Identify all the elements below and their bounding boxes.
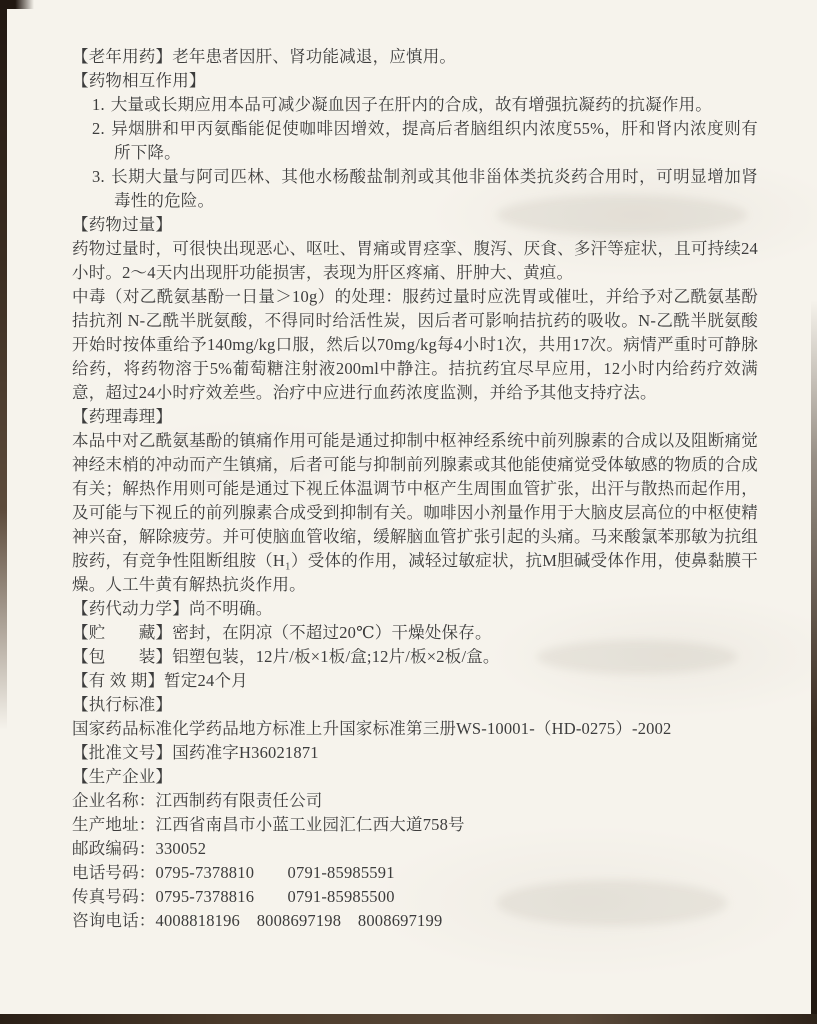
section-pharmacokinetics (72, 597, 758, 621)
item-text: 异烟肼和甲丙氨酯能促使咖啡因增效，提高后者脑组织内浓度55%，肝和肾内浓度则有所下降。 (110, 119, 758, 162)
scan-edge-top-left (0, 0, 34, 9)
section-label-pharmacology-toxicology: 【药理毒理】 (72, 407, 173, 426)
manufacturer-company-name: 企业名称：江西制药有限责任公司 (72, 791, 323, 810)
overdose-paragraph-1: 药物过量时，可很快出现恶心、呕吐、胃痛或胃痉挛、腹泻、厌食、多汗等症状，且可持续24小时。2～4天内出现肝功能损害，表现为肝区疼痛、肝肿大、黄疸。 (72, 239, 758, 282)
item-text: 长期大量与阿司匹林、其他水杨酸盐制剂或其他非甾体类抗炎药合用时，可明显增加肾毒性的危险。 (110, 167, 758, 210)
ink-bleed-artifact (497, 880, 727, 926)
section-label-overdose: 【药物过量】 (72, 215, 173, 234)
section-text-elderly-use: 老年患者因肝、肾功能减退，应慎用。 (172, 47, 457, 66)
section-label-packaging: 【包 装】 (72, 647, 173, 666)
manufacturer-phone: 电话号码：0795-7378810 0791-85985591 (72, 863, 395, 882)
item-text: 大量或长期应用本品可减少凝血因子在肝内的合成，故有增强抗凝药的抗凝作用。 (110, 95, 712, 114)
section-approval-number (72, 741, 758, 765)
manufacturer-fax: 传真号码：0795-7378816 0791-85985500 (72, 887, 395, 906)
executive-standard-text: 国家药品标准化学药品地方标准上升国家标准第三册WS-10001-（HD-0275）-2002 (72, 719, 672, 738)
section-label-pharmacokinetics: 【药代动力学】 (72, 599, 189, 618)
pharmacology-paragraph: 本品中对乙酰氨基酚的镇痛作用可能是通过抑制中枢神经系统中前列腺素的合成以及阻断痛觉神经末梢的冲动而产生镇痛，后者可能与抑制前列腺素或其他能使痛觉受体敏感的物质的合成有关；解热作用则可能是通过下视丘体温调节中枢产生周围血管扩张，出汗与散热而起作用，及可能与下视丘的前列腺素合成受到抑制有关。咖啡因小剂量作用于大脑皮层高位的中枢使精神兴奋，解除疲劳。并可使脑血管收缩，缓解脑血管扩张引起的头痛。马来酸氯苯那敏为抗组胺药，有竞争性阻断组胺（H₁）受体的作用，减轻过敏症状，抗M胆碱受体作用，使鼻黏膜干燥。人工牛黄有解热抗炎作用。 (72, 431, 758, 594)
interaction-item-2 (72, 117, 758, 165)
section-manufacturer (72, 765, 758, 789)
section-text-approval-number: 国药准字H36021871 (172, 743, 319, 762)
section-text-validity: 暂定24个月 (164, 671, 248, 690)
interaction-item-1 (72, 93, 758, 117)
ink-bleed-artifact (497, 195, 747, 235)
scan-edge-right (811, 300, 817, 1016)
section-label-validity: 【有 效 期】 (72, 671, 165, 690)
section-elderly-use (72, 45, 758, 69)
section-text-storage: 密封，在阴凉（不超过20℃）干燥处保存。 (172, 623, 492, 642)
item-number: 2. (92, 119, 105, 138)
section-label-approval-number: 【批准文号】 (72, 743, 173, 762)
section-label-manufacturer: 【生产企业】 (72, 767, 173, 786)
manufacturer-postal-code: 邮政编码：330052 (72, 839, 207, 858)
section-drug-interactions (72, 69, 758, 93)
section-pharmacology-toxicology (72, 405, 758, 429)
section-executive-standard (72, 693, 758, 717)
manufacturer-hotline: 咨询电话：4008818196 8008697198 8008697199 (72, 911, 443, 930)
ink-bleed-artifact (537, 640, 737, 674)
section-label-executive-standard: 【执行标准】 (72, 695, 173, 714)
section-label-storage: 【贮 藏】 (72, 623, 173, 642)
overdose-paragraph-2: 中毒（对乙酰氨基酚一日量＞10g）的处理：服药过量时应洗胃或催吐，并给予对乙酰氨基酚拮抗剂 N-乙酰半胱氨酸，不得同时给活性炭，因后者可影响拮抗药的吸收。N-乙酰半胱氨酸开始时按体重给予140mg/kg口服，然后以70mg/kg每4小时1次，共用17次。病情严重时可静脉给药，将药物溶于5%葡萄糖注射液200ml中静注。拮抗药宜尽早应用，12小时内给药疗效满意，超过24小时疗效差些。治疗中应进行血药浓度监测，并给予其他支持疗法。 (72, 287, 758, 402)
section-label-drug-interactions: 【药物相互作用】 (72, 71, 206, 90)
manufacturer-address: 生产地址：江西省南昌市小蓝工业园汇仁西大道758号 (72, 815, 465, 834)
section-label-elderly-use: 【老年用药】 (72, 47, 173, 66)
scan-edge-left (0, 0, 7, 730)
item-number: 1. (92, 95, 105, 114)
section-text-packaging: 铝塑包装，12片/板×1板/盒;12片/板×2板/盒。 (172, 647, 500, 666)
item-number: 3. (92, 167, 105, 186)
section-text-pharmacokinetics: 尚不明确。 (188, 599, 273, 618)
scan-edge-bottom (0, 1014, 817, 1024)
